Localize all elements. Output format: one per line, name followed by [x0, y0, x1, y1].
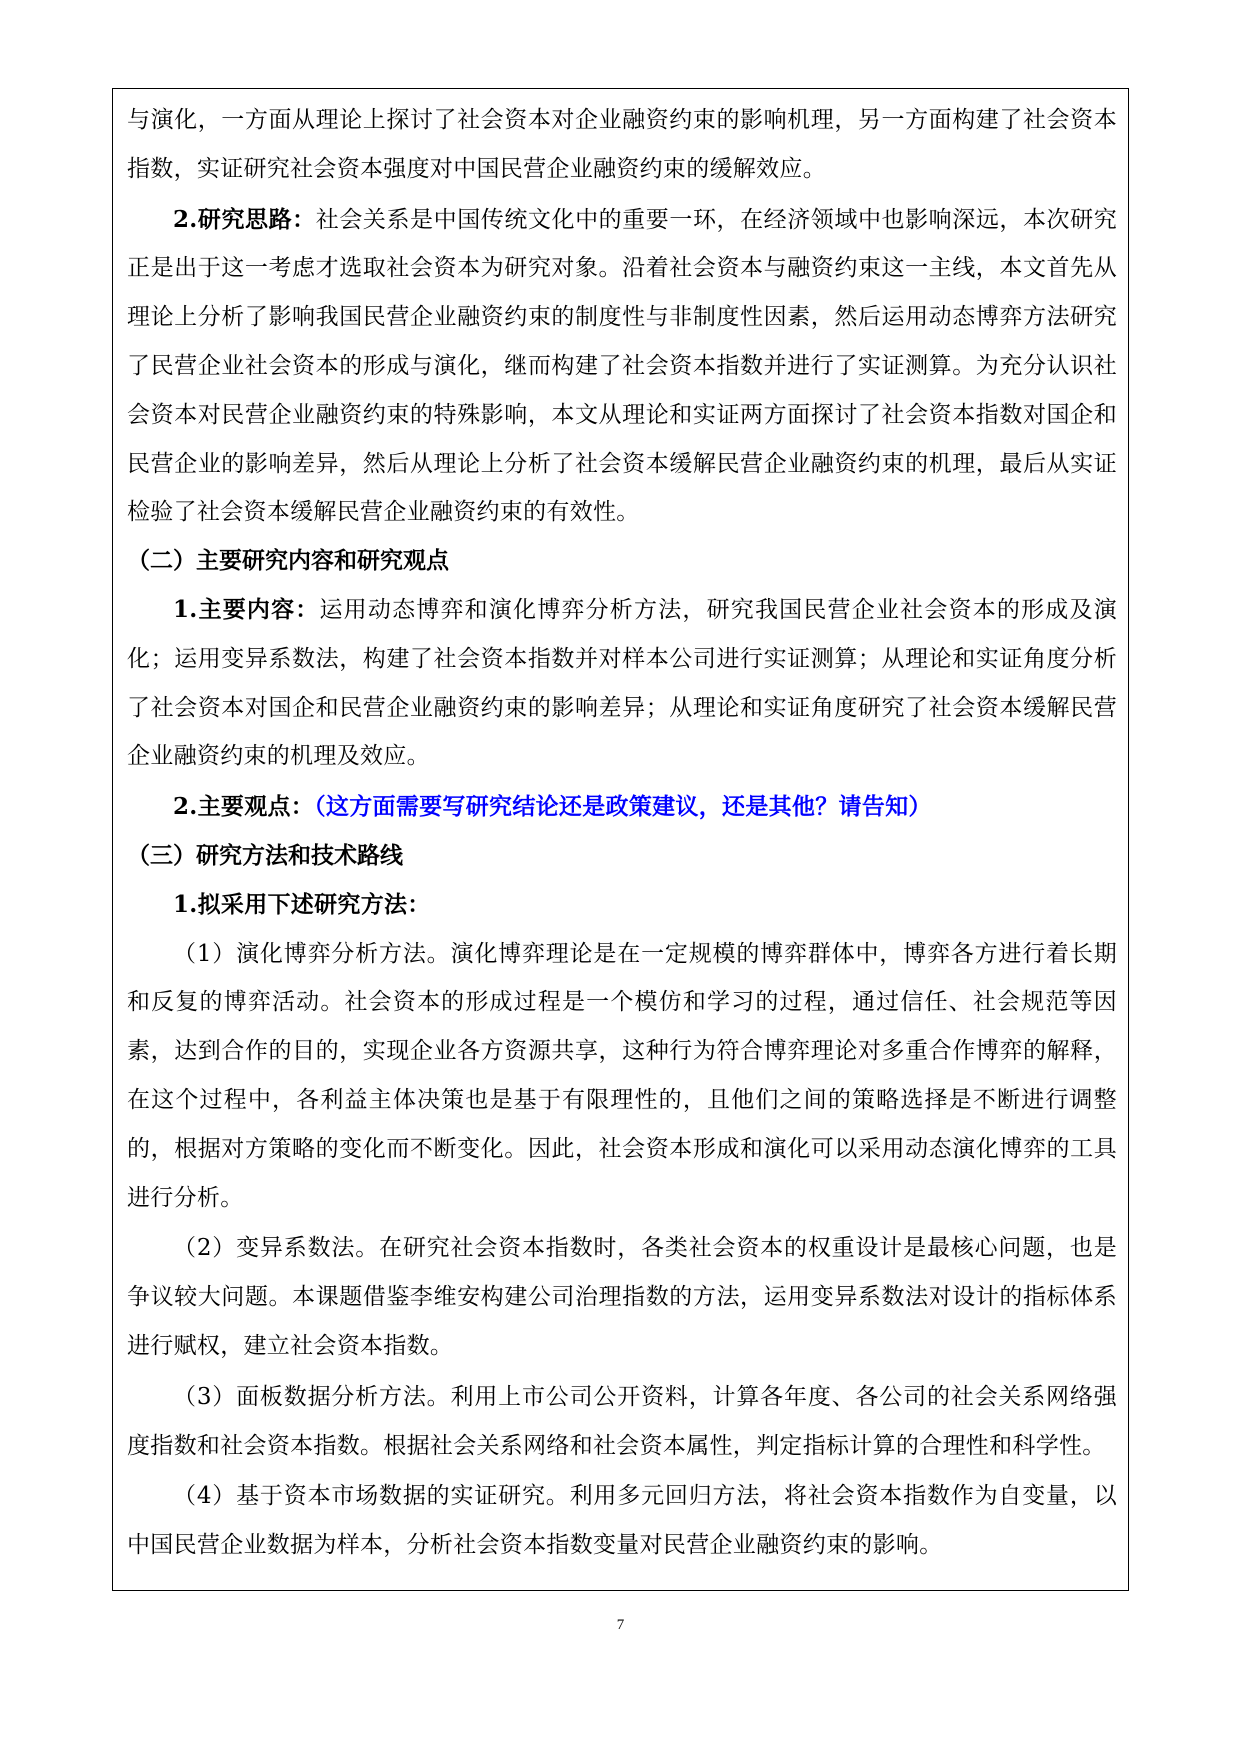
main-content-text: 运用动态博弈和演化博弈分析方法，研究我国民营企业社会资本的形成及演化；运用变异系数法，构建了社会资本指数并对样本公司进行实证测算；从理论和实证角度分析了社会资本对国企和民营企业融资约束的影响差异；从理论和实证角度研究了社会资本缓解民营企业融资约束的机理及效应。 [127, 596, 1117, 770]
method-evolutionary-game: （1）演化博弈分析方法。演化博弈理论是在一定规模的博弈群体中，博弈各方进行着长期和反复的博弈活动。社会资本的形成过程是一个模仿和学习的过程，通过信任、社会规范等因素，达到合作的目的，实现企业各方资源共享，这种行为符合博弈理论对多重合作博弈的解释，在这个过程中，各利益主体决策也是基于有限理性的，且他们之间的策略选择是不断进行调整的，根据对方策略的变化而不断变化。因此，社会资本形成和演化可以采用动态演化博弈的工具进行分析。 [127, 940, 1117, 1211]
method-empirical-study: （4）基于资本市场数据的实证研究。利用多元回归方法，将社会资本指数作为自变量，以中国民营企业数据为样本，分析社会资本指数变量对民营企业融资约束的影响。 [127, 1483, 1117, 1559]
paragraph-main-content [127, 586, 1117, 781]
paragraph-main-views [127, 783, 1117, 832]
main-views-label: 2.主要观点： [173, 793, 315, 821]
paragraph-continuation: 与演化，一方面从理论上探讨了社会资本对企业融资约束的影响机理，另一方面构建了社会资本指数，实证研究社会资本强度对中国民营企业融资约束的缓解效应。 [127, 107, 1117, 182]
document-body [127, 96, 1117, 1570]
section-heading-3: （三）研究方法和技术路线 [127, 841, 403, 869]
methods-intro: 1.拟采用下述研究方法： [173, 890, 431, 918]
method-panel-data: （3）面板数据分析方法。利用上市公司公开资料，计算各年度、各公司的社会关系网络强度指数和社会资本指数。根据社会关系网络和社会资本属性，判定指标计算的合理性和科学性。 [127, 1383, 1117, 1459]
main-views-note: （这方面需要写研究结论还是政策建议，还是其他？请告知） [314, 793, 932, 821]
page-number: 7 [616, 1617, 625, 1633]
research-approach-label: 2.研究思路： [173, 205, 316, 233]
method-variation-coefficient: （2）变异系数法。在研究社会资本指数时，各类社会资本的权重设计是最核心问题，也是争议较大问题。本课题借鉴李维安构建公司治理指数的方法，运用变异系数法对设计的指标体系进行赋权，建立社会资本指数。 [127, 1235, 1117, 1359]
main-content-label: 1.主要内容： [173, 595, 320, 623]
paragraph-research-approach [127, 196, 1117, 538]
research-approach-text: 社会关系是中国传统文化中的重要一环，在经济领域中也影响深远，本次研究正是出于这一考虑才选取社会资本为研究对象。沿着社会资本与融资约束这一主线，本文首先从理论上分析了影响我国民营企业融资约束的制度性与非制度性因素，然后运用动态博弈方法研究了民营企业社会资本的形成与演化，继而构建了社会资本指数并进行了实证测算。为充分认识社会资本对民营企业融资约束的特殊影响，本文从理论和实证两方面探讨了社会资本指数对国企和民营企业的影响差异，然后从理论上分析了社会资本缓解民营企业融资约束的机理，最后从实证检验了社会资本缓解民营企业融资约束的有效性。 [127, 206, 1117, 526]
section-heading-2: （二）主要研究内容和研究观点 [127, 547, 449, 575]
